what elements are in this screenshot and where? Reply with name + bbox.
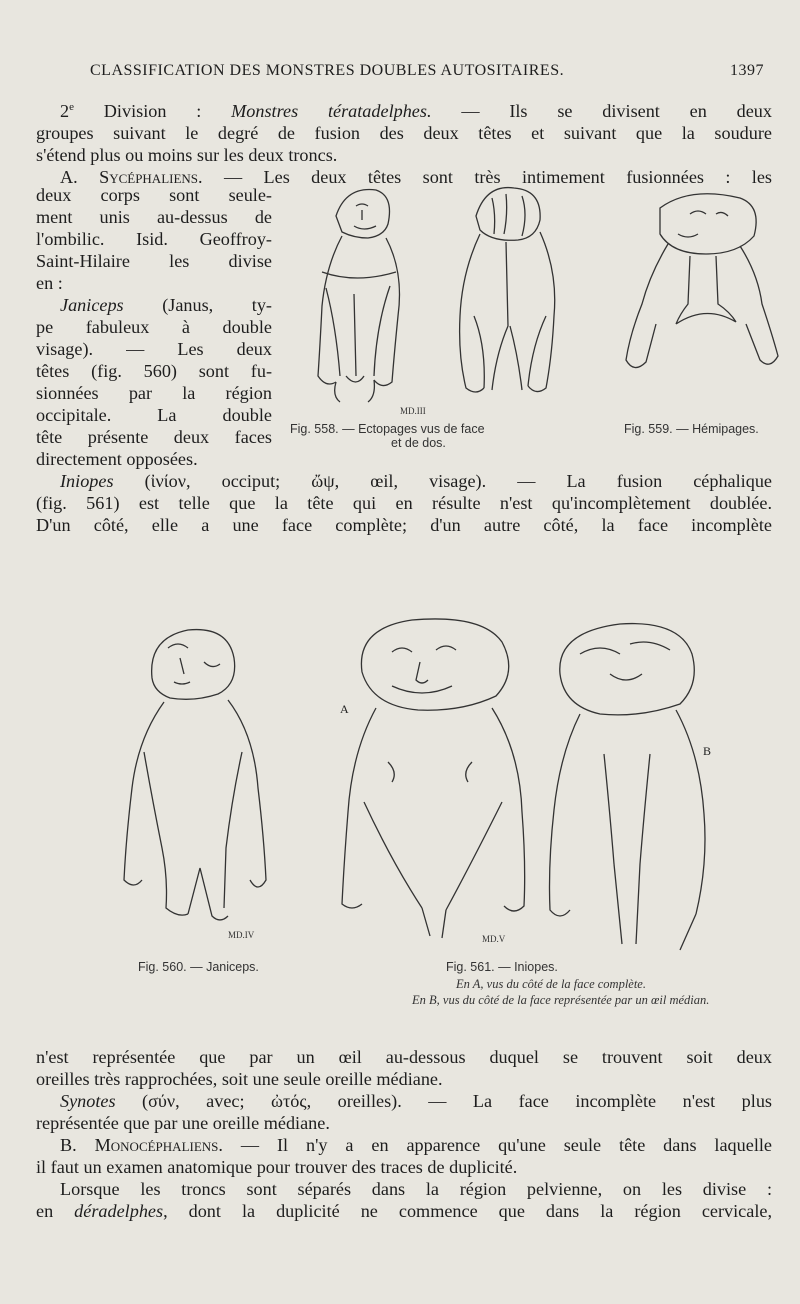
text-line: B. Monocéphaliens. — Il n'y a en apparence qu'une seule tête dans laquelle — [60, 1135, 772, 1155]
fig-561-tag: MD.V — [482, 934, 506, 944]
fig-558-caption-2: et de dos. — [391, 436, 446, 450]
term-teratadelphes: Monstres tératadelphes. — [231, 101, 432, 122]
text-line: Janiceps (Janus, ty- — [60, 295, 272, 315]
text-line: il faut un examen anatomique pour trouver des traces de duplicité. — [36, 1157, 518, 1177]
text-line: occipitale. La double — [36, 405, 272, 425]
text-line: sionnées par la région — [36, 383, 272, 403]
text-line: n'est représentée que par un œil au-dessous duquel se trouvent soit deux — [36, 1047, 772, 1067]
fig-559-caption: Fig. 559. — Hémipages. — [624, 422, 759, 436]
fig-561b-illustration — [540, 614, 712, 952]
fig-558-tag: MD.III — [400, 406, 426, 416]
text-line: pe fabuleux à double — [36, 317, 272, 337]
text-line: (fig. 561) est telle que la tête qui en résulte n'est qu'incomplètement doublée. — [36, 493, 772, 513]
text-line: en déradelphes, dont la duplicité ne commence que dans la région cervicale, — [36, 1201, 772, 1221]
text-line: A. Sycéphaliens. — Les deux têtes sont très intimement fusionnées : les — [60, 167, 773, 188]
text-line: 2e Division : Monstres tératadelphes. — Ils se divisent en deux — [60, 101, 772, 122]
fig-560-illustration — [108, 618, 298, 946]
running-header — [90, 62, 764, 80]
side-column — [36, 184, 272, 448]
term-synotes: Synotes — [60, 1091, 116, 1111]
text-line: tête présente deux faces — [36, 427, 272, 447]
fig-560-caption: Fig. 560. — Janiceps. — [138, 960, 259, 974]
term-iniopes: Iniopes — [60, 471, 114, 491]
paragraph-division — [36, 96, 772, 188]
fig-561-note-b: En B, vus du côté de la face représentée par un œil médian. — [412, 993, 710, 1007]
fig-559-illustration — [620, 184, 780, 380]
text-line: ment unis au-dessus de — [36, 207, 272, 227]
text-line: Iniopes (ἰνίον, occiput; ὤψ, œil, visage). — La fusion céphalique — [60, 471, 772, 491]
paragraph-continued — [36, 1046, 772, 1222]
term-deradelphes: déradelphes — [74, 1201, 164, 1221]
text-line: groupes suivant le degré de fusion des deux têtes et suivant que la soudure — [36, 123, 772, 144]
page-number: 1397 — [730, 62, 764, 79]
text-line: visage). — Les deux — [36, 339, 272, 359]
text-line: directement opposées. — [36, 449, 198, 469]
text-line: représentée que par une oreille médiane. — [36, 1113, 330, 1133]
fig-561-caption: Fig. 561. — Iniopes. — [446, 960, 558, 974]
text-line: en : — [36, 273, 63, 293]
fig-558-illustration — [296, 176, 616, 424]
text-line: Synotes (σύν, avec; ὠτός, oreilles). — La face incomplète n'est plus — [60, 1091, 772, 1111]
text-line: deux corps sont seule- — [36, 185, 272, 205]
text-line: l'ombilic. Isid. Geoffroy- — [36, 229, 272, 249]
text-line: têtes (fig. 560) sont fu- — [36, 361, 272, 381]
text-line: oreilles très rapprochées, soit une seule oreille médiane. — [36, 1069, 443, 1089]
fig-561-label-b: B — [703, 744, 712, 758]
header-title: CLASSIFICATION DES MONSTRES DOUBLES AUTOSITAIRES. — [90, 62, 565, 79]
fig-558-caption: Fig. 558. — Ectopages vus de face — [290, 422, 485, 436]
term-janiceps: Janiceps — [60, 295, 124, 315]
text-line: Lorsque les troncs sont séparés dans la région pelvienne, on les divise : — [60, 1179, 772, 1199]
fig-561-note-a: En A, vus du côté de la face complète. — [456, 977, 646, 991]
fig-561a-illustration — [332, 612, 542, 948]
text-line: D'un côté, elle a une face complète; d'un autre côté, la face incomplète — [36, 515, 772, 535]
fig-560-tag: MD.IV — [228, 930, 255, 940]
fig-561-label-a: A — [340, 702, 349, 716]
text-line: Saint-Hilaire les divise — [36, 251, 272, 271]
paragraph-iniopes — [36, 448, 772, 536]
text-line: s'étend plus ou moins sur les deux troncs. — [36, 145, 338, 166]
